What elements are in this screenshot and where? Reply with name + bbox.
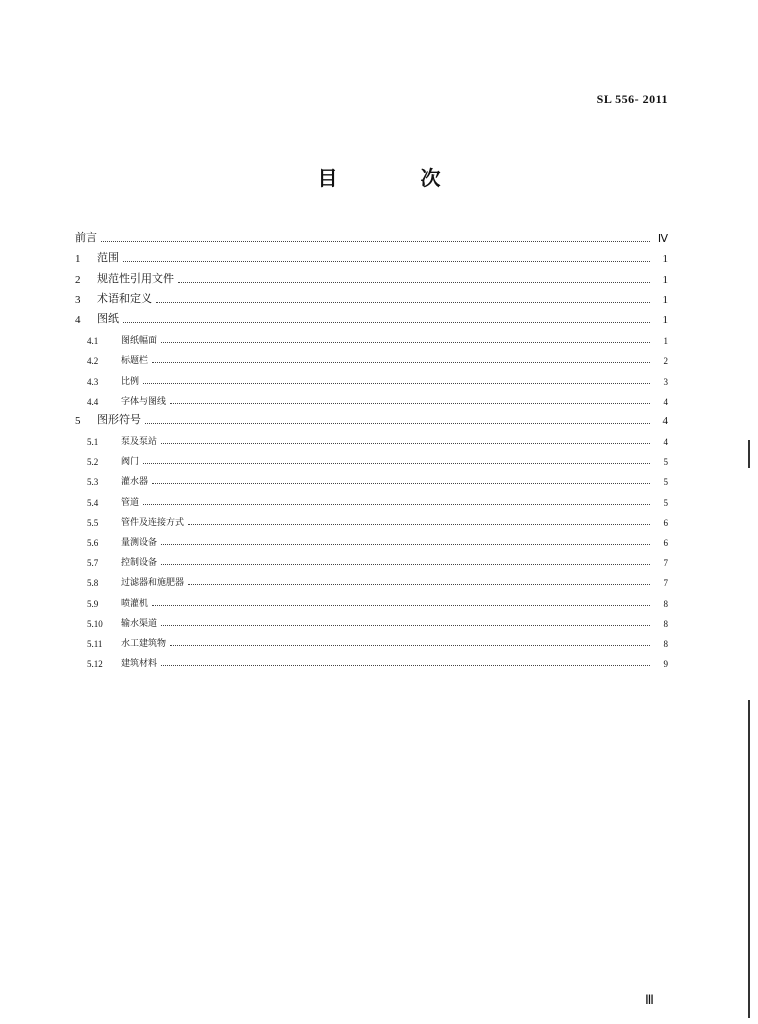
toc-entry-label: 比例 — [121, 376, 140, 387]
toc-leader-dots — [145, 422, 650, 424]
toc-entry-label: 灌水器 — [121, 477, 149, 488]
toc-entry-label: 管道 — [121, 497, 140, 508]
toc-entry-page: 9 — [663, 659, 668, 670]
toc-entry-number: 5 — [75, 414, 81, 427]
toc-leader-dots — [143, 503, 650, 505]
toc-entry-page: 1 — [662, 253, 668, 266]
toc-entry[interactable] — [75, 508, 668, 528]
toc-entry-number: 5.12 — [87, 659, 103, 670]
toc-entry-page: 1 — [662, 273, 668, 286]
toc-entry[interactable] — [75, 326, 668, 346]
toc-entry-number: 4.1 — [87, 336, 99, 347]
toc-leader-dots — [143, 382, 650, 384]
toc-entry-number: 4.2 — [87, 356, 99, 367]
toc-entry[interactable] — [75, 649, 668, 669]
toc-entry-label: 输水渠道 — [121, 618, 158, 629]
toc-entry[interactable] — [75, 487, 668, 507]
toc-entry-number: 4.4 — [87, 396, 99, 407]
toc-leader-dots — [101, 240, 650, 242]
toc-leader-dots — [161, 543, 650, 545]
standard-code: SL 556- 2011 — [596, 92, 668, 106]
toc-entry-number: 4.3 — [87, 376, 99, 387]
toc-leader-dots — [152, 604, 650, 606]
toc-entry[interactable] — [75, 548, 668, 568]
scan-edge-line — [748, 700, 750, 1018]
toc-leader-dots — [161, 563, 650, 565]
toc-entry-label: 规范性引用文件 — [97, 271, 174, 285]
toc-entry-label: 阀门 — [121, 457, 140, 468]
toc-entry-number: 5.1 — [87, 437, 99, 448]
toc-leader-dots — [188, 523, 650, 525]
toc-leader-dots — [161, 442, 650, 444]
toc-entry-label: 前言 — [75, 231, 97, 245]
toc-entry[interactable] — [75, 286, 668, 306]
page-title: 目 次 — [317, 166, 479, 190]
toc-entry[interactable] — [75, 306, 668, 326]
toc-entry-label: 建筑材料 — [121, 659, 158, 670]
toc-entry-label: 泵及泵站 — [121, 437, 158, 448]
page-number: Ⅲ — [645, 992, 654, 1007]
toc-entry-number: 3 — [75, 293, 81, 306]
toc-entry-page: 3 — [663, 376, 668, 387]
toc-entry-number: 5.9 — [87, 598, 99, 609]
toc-entry[interactable] — [75, 588, 668, 608]
toc-entry-label: 图纸幅面 — [121, 336, 158, 347]
toc-entry[interactable] — [75, 346, 668, 366]
toc-entry-page: Ⅳ — [657, 233, 668, 246]
toc-entry[interactable] — [75, 447, 668, 467]
toc-entry-label: 范围 — [97, 251, 119, 265]
toc-entry-number: 5.8 — [87, 578, 99, 589]
toc-leader-dots — [178, 281, 650, 283]
toc-entry[interactable] — [75, 528, 668, 548]
toc-entry[interactable] — [75, 629, 668, 649]
toc-entry-number: 5.3 — [87, 477, 99, 488]
toc-entry-page: 1 — [663, 336, 668, 347]
toc-entry[interactable] — [75, 387, 668, 407]
toc-entry-page: 1 — [662, 313, 668, 326]
toc-leader-dots — [161, 664, 650, 666]
toc-entry-number: 5.6 — [87, 538, 99, 548]
toc-entry-number: 5.7 — [87, 558, 99, 569]
toc-entry-page: 6 — [663, 538, 668, 548]
toc-leader-dots — [123, 260, 650, 262]
toc-entry-page: 8 — [663, 618, 668, 629]
toc-entry-page: 5 — [663, 457, 668, 468]
toc-entry-number: 5.2 — [87, 457, 99, 468]
toc-entry-page: 4 — [663, 396, 668, 407]
toc-entry-page: 4 — [663, 437, 668, 448]
toc-entry-page: 7 — [663, 558, 668, 569]
toc-entry-number: 5.4 — [87, 497, 99, 508]
toc-entry-label: 术语和定义 — [97, 291, 152, 305]
toc-entry-page: 5 — [663, 497, 668, 508]
toc-entry-number: 4 — [75, 313, 81, 326]
toc-entry[interactable] — [75, 225, 668, 245]
toc-entry-number: 1 — [75, 253, 81, 266]
toc-entry-label: 喷灌机 — [121, 598, 149, 609]
toc-entry[interactable] — [75, 245, 668, 265]
toc-entry-label: 字体与图线 — [121, 396, 167, 407]
toc-leader-dots — [170, 402, 650, 404]
toc-entry-page: 7 — [663, 578, 668, 589]
toc-leader-dots — [170, 644, 650, 646]
toc-entry-page: 8 — [663, 598, 668, 609]
toc-entry[interactable] — [75, 366, 668, 386]
toc-entry-number: 2 — [75, 273, 81, 286]
toc-entry[interactable] — [75, 609, 668, 629]
table-of-contents — [75, 225, 668, 669]
scan-edge-line — [748, 440, 750, 468]
toc-entry-number: 5.11 — [87, 638, 103, 649]
toc-entry-label: 管件及连接方式 — [121, 517, 185, 528]
toc-entry-label: 图纸 — [97, 311, 119, 325]
toc-entry-page: 6 — [663, 517, 668, 528]
toc-entry[interactable] — [75, 467, 668, 487]
toc-entry-page: 1 — [662, 293, 668, 306]
toc-entry-page: 2 — [663, 356, 668, 367]
toc-leader-dots — [161, 624, 650, 626]
toc-leader-dots — [156, 301, 650, 303]
toc-leader-dots — [143, 462, 650, 464]
toc-entry-label: 标题栏 — [121, 356, 149, 367]
toc-entry-page: 8 — [663, 638, 668, 649]
toc-entry-label: 图形符号 — [97, 412, 141, 426]
toc-entry-label: 控制设备 — [121, 558, 158, 569]
toc-leader-dots — [161, 341, 650, 343]
toc-leader-dots — [152, 361, 650, 363]
toc-entry-label: 过滤器和施肥器 — [121, 578, 185, 589]
toc-leader-dots — [123, 321, 650, 323]
toc-entry[interactable] — [75, 427, 668, 447]
toc-entry[interactable] — [75, 568, 668, 588]
toc-entry-number: 5.10 — [87, 618, 103, 629]
toc-entry[interactable] — [75, 265, 668, 285]
toc-entry-page: 5 — [663, 477, 668, 488]
toc-entry-page: 4 — [662, 414, 668, 427]
toc-entry-label: 水工建筑物 — [121, 638, 167, 649]
toc-entry-number: 5.5 — [87, 517, 99, 528]
toc-leader-dots — [188, 583, 650, 585]
toc-entry-label: 量测设备 — [121, 538, 158, 548]
toc-leader-dots — [152, 482, 650, 484]
toc-entry[interactable] — [75, 407, 668, 427]
